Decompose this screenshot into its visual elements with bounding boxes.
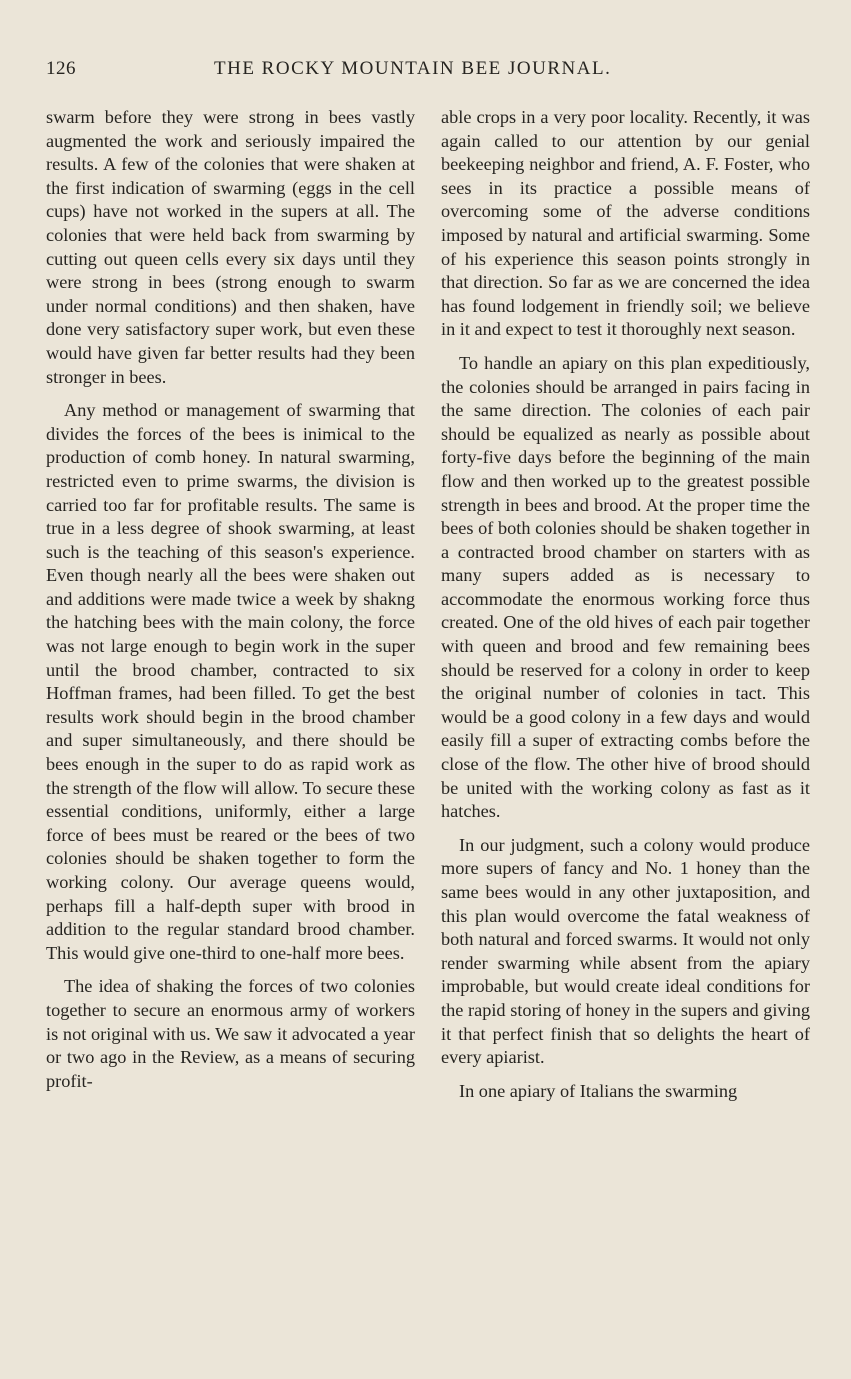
paragraph: The idea of shaking the forces of two colonies together to secure an enormous army of workers is not original with us. We saw it advocated a year or two ago in the Review, as a means of securing profit- (46, 976, 415, 1091)
paragraph: swarm before they were strong in bees vastly augmented the work and seriously impaired the results. A few of the colonies that were shaken at the first indication of swarming (eggs in the cell cups) have not worked in the supers at all. The colonies that were held back from swarming by cutting out queen cells every six days until they were strong in bees (strong enough to swarm under normal conditions) and then shaken, have done very satisfactory super work, but even these would have given far better results had they been stronger in bees. (46, 107, 415, 387)
paragraph: Any method or management of swarming that divides the forces of the bees is inimical to the production of comb honey. In natural swarming, restricted even to prime swarms, the division is carried too far for profitable results. The same is true in a less degree of shook swarming, at least such is the teaching of this season's experience. Even though nearly all the bees were shaken out and additions were made twice a week by shakng the hatching bees with the main colony, the force was not large enough to begin work in the super until the brood chamber, contracted to six Hoffman frames, had been filled. To get the best results work should begin in the brood chamber and super simultaneously, and there should be bees enough in the super to do as rapid work as the strength of the flow will allow. To secure these essential conditions, uniformly, either a large force of bees must be reared or the bees of two colonies should be shaken together to form the working colony. Our average queens would, perhaps fill a half-depth super with brood in addition to the regular standard brood chamber. This would give one-third to one-half more bees. (46, 400, 415, 963)
paragraph: In our judgment, such a colony would produce more supers of fancy and No. 1 honey than the same bees would in any other juxtaposition, and this plan would overcome the fatal weakness of both natural and forced swarms. It would not only render swarming while absent from the apiary improbable, but would create ideal conditions for the rapid storing of honey in the supers and giving it that perfect finish that so delights the heart of every apiarist. (441, 834, 810, 1068)
paragraph: able crops in a very poor locality. Recently, it was again called to our attention by our genial beekeeping neighbor and friend, A. F. Foster, who sees in its practice a possible means of overcoming some of the adverse conditions imposed by natural and artificial swarming. Some of his experience this season points strongly in that direction. So far as we are concerned the idea has found lodgement in friendly soil; we believe in it and expect to test it thoroughly next season. (441, 107, 810, 340)
running-title: THE ROCKY MOUNTAIN BEE JOURNAL. (214, 58, 612, 79)
paragraph: To handle an apiary on this plan expeditiously, the colonies should be arranged in pairs facing in the same direction. The colonies of each pair should be equalized as nearly as possible about forty-five days before the beginning of the main flow and then worked up to the greatest possible strength in bees and brood. At the proper time the bees of both colonies should be shaken together in a contracted brood chamber on starters with as many supers added as is necessary to accommodate the enormous working force thus created. One of the old hives of each pair together with queen and brood and few remaining bees should be reserved for a colony in order to keep the original number of colonies in tact. This would be a good colony in a few days and would easily fill a super of extracting combs before the close of the flow. The other hive of brood should be united with the working colony as fast as it hatches. (441, 352, 810, 822)
page-header (46, 58, 813, 88)
right-column (441, 106, 810, 1113)
paragraph: In one apiary of Italians the swarming (459, 1080, 738, 1101)
left-column (46, 106, 415, 1103)
page-number: 126 (46, 58, 76, 79)
